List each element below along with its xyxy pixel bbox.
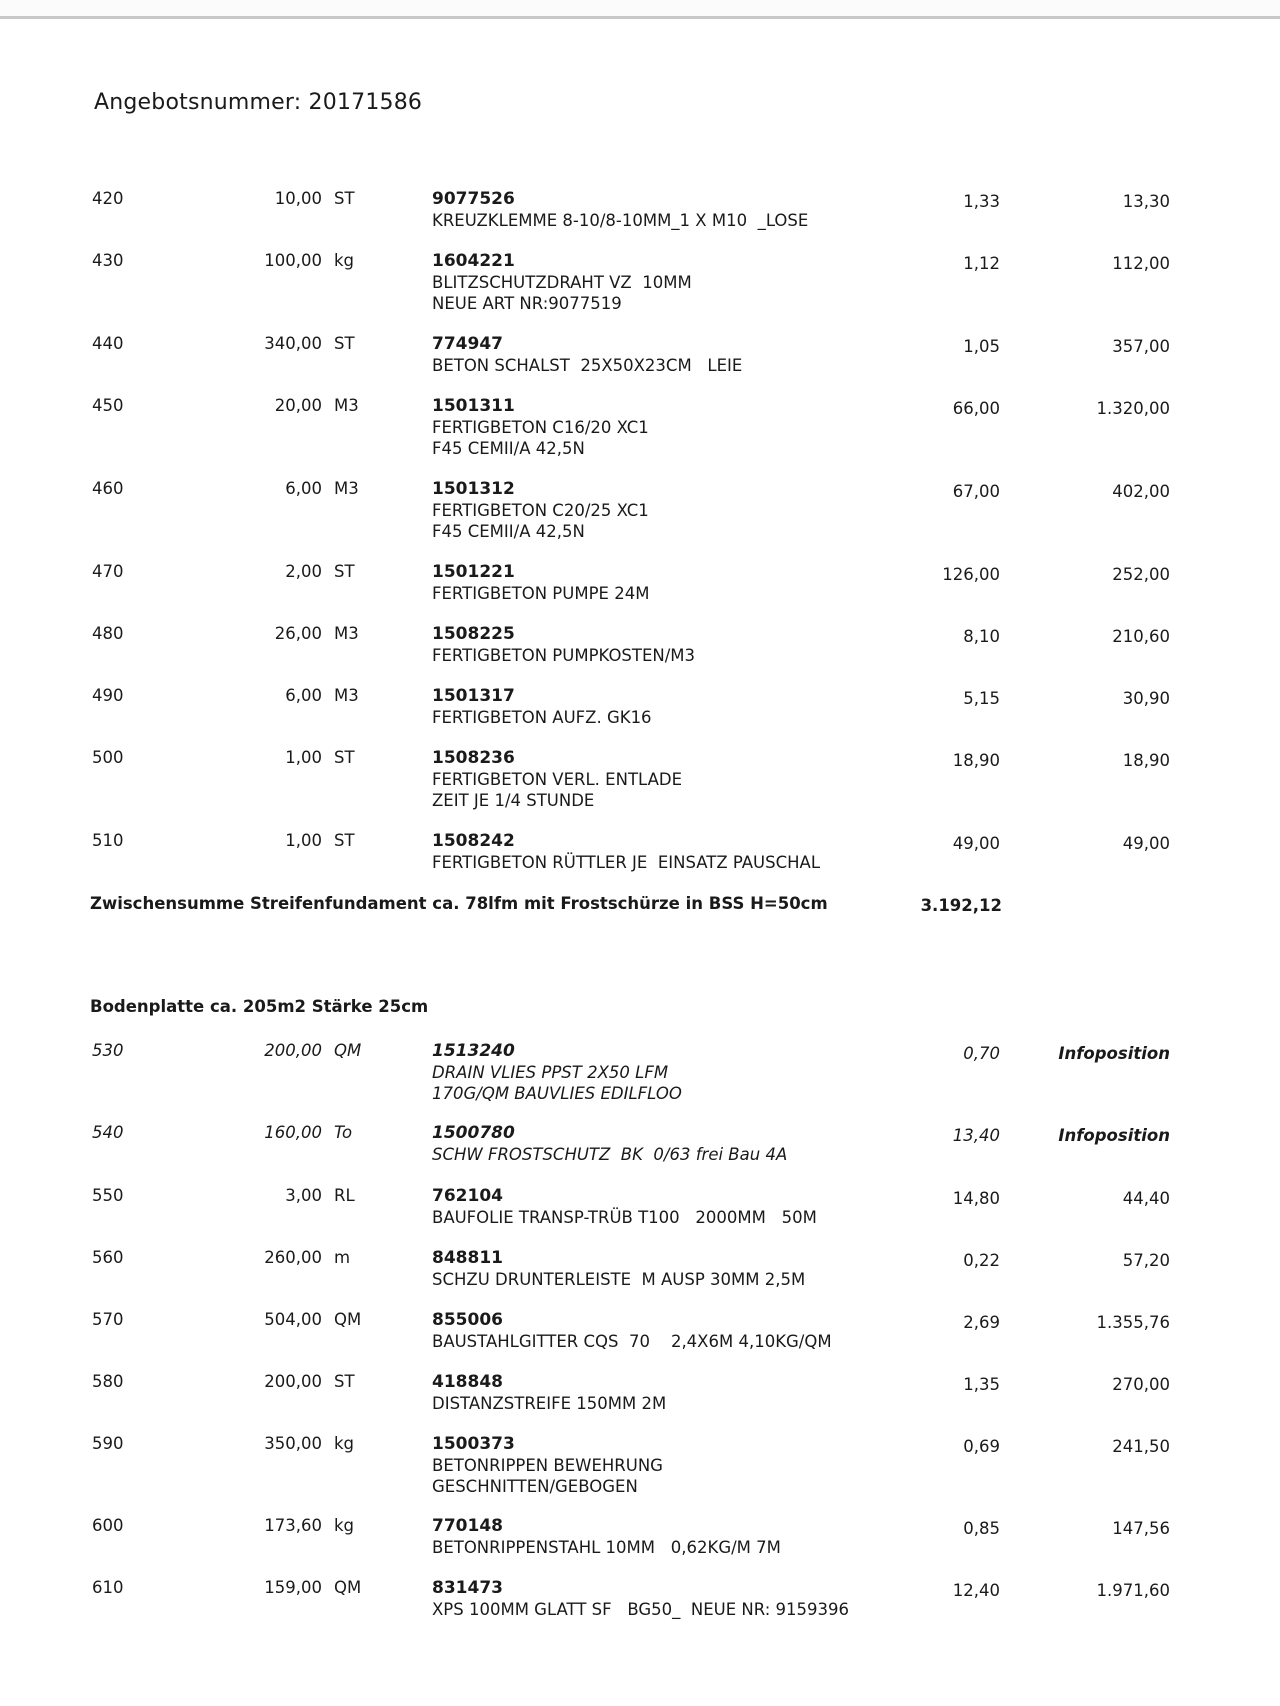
description	[432, 831, 820, 873]
unit: kg	[334, 1434, 355, 1453]
unit: M3	[334, 479, 359, 498]
description	[432, 748, 682, 811]
unit: To	[334, 1123, 353, 1142]
line-total: 13,30	[1122, 192, 1170, 211]
unit-price: 0,22	[963, 1251, 1000, 1270]
unit-price: 5,15	[963, 689, 1000, 708]
description	[432, 1041, 682, 1104]
article-number: 1501311	[432, 396, 515, 416]
unit: QM	[334, 1041, 362, 1060]
line-total: 241,50	[1112, 1437, 1170, 1456]
quantity: 26,00	[274, 624, 322, 643]
position-number: 590	[92, 1434, 124, 1453]
unit-price: 2,69	[963, 1313, 1000, 1332]
position-number: 610	[92, 1578, 124, 1597]
unit-price: 12,40	[952, 1581, 1000, 1600]
position-number: 580	[92, 1372, 124, 1391]
position-number: 550	[92, 1186, 124, 1205]
description-line: F45 CEMII/A 42,5N	[432, 522, 585, 541]
unit: kg	[334, 251, 355, 270]
article-number: 1508236	[432, 748, 515, 768]
position-number: 600	[92, 1516, 124, 1535]
description	[432, 624, 695, 666]
description-line: SCHZU DRUNTERLEISTE M AUSP 30MM 2,5M	[432, 1270, 806, 1289]
unit: M3	[334, 686, 359, 705]
article-number: 770148	[432, 1516, 503, 1536]
description-line: FERTIGBETON C16/20 XC1	[432, 418, 649, 437]
description-line: NEUE ART NR:9077519	[432, 294, 622, 313]
position-number: 460	[92, 479, 124, 498]
article-number: 762104	[432, 1186, 503, 1206]
position-number: 450	[92, 396, 124, 415]
quantity: 159,00	[264, 1578, 322, 1597]
article-number: 1501312	[432, 479, 515, 499]
article-number: 831473	[432, 1578, 503, 1598]
line-total: Infoposition	[1058, 1126, 1170, 1145]
quantity: 6,00	[285, 686, 322, 705]
unit: ST	[334, 562, 355, 581]
description	[432, 189, 808, 231]
description-line: ZEIT JE 1/4 STUNDE	[432, 791, 595, 810]
unit: ST	[334, 334, 355, 353]
position-number: 420	[92, 189, 124, 208]
quantity: 20,00	[274, 396, 322, 415]
quantity: 350,00	[264, 1434, 322, 1453]
description	[432, 1578, 849, 1620]
line-total: 270,00	[1112, 1375, 1170, 1394]
line-total: 112,00	[1112, 254, 1170, 273]
description	[432, 251, 692, 314]
line-total: 1.320,00	[1096, 399, 1170, 418]
unit-price: 67,00	[952, 482, 1000, 501]
line-total: 49,00	[1122, 834, 1170, 853]
line-total: 1.971,60	[1096, 1581, 1170, 1600]
description	[432, 396, 649, 459]
unit: RL	[334, 1186, 355, 1205]
description	[432, 562, 649, 604]
line-total: 210,60	[1112, 627, 1170, 646]
line-total: 44,40	[1122, 1189, 1170, 1208]
position-number: 540	[92, 1123, 124, 1142]
article-number: 9077526	[432, 189, 515, 209]
description	[432, 1434, 663, 1497]
line-total: 252,00	[1112, 565, 1170, 584]
position-number: 560	[92, 1248, 124, 1267]
top-border	[0, 0, 1280, 19]
description-line: BETON SCHALST 25X50X23CM LEIE	[432, 356, 743, 375]
position-number: 510	[92, 831, 124, 850]
article-number: 1508242	[432, 831, 515, 851]
unit: ST	[334, 748, 355, 767]
article-number: 1501317	[432, 686, 515, 706]
section-heading: Bodenplatte ca. 205m2 Stärke 25cm	[90, 997, 429, 1016]
article-number: 418848	[432, 1372, 503, 1392]
article-number: 848811	[432, 1248, 503, 1268]
description	[432, 686, 652, 728]
quantity: 10,00	[274, 189, 322, 208]
line-total: 57,20	[1122, 1251, 1170, 1270]
description-line: DISTANZSTREIFE 150MM 2M	[432, 1394, 667, 1413]
position-number: 480	[92, 624, 124, 643]
description	[432, 1186, 817, 1228]
article-number: 1513240	[432, 1041, 515, 1061]
unit-price: 13,40	[952, 1126, 1000, 1145]
description	[432, 479, 649, 542]
description-line: BAUFOLIE TRANSP-TRÜB T100 2000MM 50M	[432, 1208, 817, 1227]
unit-price: 0,69	[963, 1437, 1000, 1456]
description	[432, 1123, 787, 1165]
article-number: 774947	[432, 334, 503, 354]
unit-price: 8,10	[963, 627, 1000, 646]
unit: QM	[334, 1310, 362, 1329]
quantity: 100,00	[264, 251, 322, 270]
line-total: 18,90	[1122, 751, 1170, 770]
unit-price: 49,00	[952, 834, 1000, 853]
description-line: FERTIGBETON PUMPE 24M	[432, 584, 650, 603]
quantity: 1,00	[285, 748, 322, 767]
quantity: 3,00	[285, 1186, 322, 1205]
quantity: 160,00	[264, 1123, 322, 1142]
line-total: 30,90	[1122, 689, 1170, 708]
description-line: FERTIGBETON C20/25 XC1	[432, 501, 649, 520]
article-number: 1501221	[432, 562, 515, 582]
quantity: 504,00	[264, 1310, 322, 1329]
description-line: FERTIGBETON PUMPKOSTEN/M3	[432, 646, 696, 665]
description-line: KREUZKLEMME 8-10/8-10MM_1 X M10 _LOSE	[432, 211, 809, 230]
line-total: 147,56	[1112, 1519, 1170, 1538]
description-line: FERTIGBETON VERL. ENTLADE	[432, 770, 683, 789]
unit: QM	[334, 1578, 362, 1597]
position-number: 490	[92, 686, 124, 705]
quantity: 173,60	[264, 1516, 322, 1535]
quantity: 200,00	[264, 1372, 322, 1391]
unit-price: 14,80	[952, 1189, 1000, 1208]
position-number: 470	[92, 562, 124, 581]
subtotal-value: 3.192,12	[920, 896, 1002, 915]
quantity: 2,00	[285, 562, 322, 581]
line-total: Infoposition	[1058, 1044, 1170, 1063]
unit-price: 66,00	[952, 399, 1000, 418]
description-line: GESCHNITTEN/GEBOGEN	[432, 1477, 638, 1496]
description-line: FERTIGBETON RÜTTLER JE EINSATZ PAUSCHAL	[432, 853, 821, 872]
description-line: 170G/QM BAUVLIES EDILFLOO	[432, 1084, 682, 1103]
line-total: 357,00	[1112, 337, 1170, 356]
description-line: BLITZSCHUTZDRAHT VZ 10MM	[432, 273, 692, 292]
article-number: 1500373	[432, 1434, 515, 1454]
quantity: 340,00	[264, 334, 322, 353]
description	[432, 1372, 666, 1414]
unit: ST	[334, 831, 355, 850]
position-number: 570	[92, 1310, 124, 1329]
line-total: 1.355,76	[1096, 1313, 1170, 1332]
description	[432, 334, 742, 376]
unit: M3	[334, 396, 359, 415]
unit: m	[334, 1248, 351, 1267]
quantity: 6,00	[285, 479, 322, 498]
description-line: DRAIN VLIES PPST 2X50 LFM	[432, 1063, 669, 1082]
description-line: SCHW FROSTSCHUTZ BK 0/63 frei Bau 4A	[432, 1145, 788, 1164]
article-number: 1604221	[432, 251, 515, 271]
article-number: 855006	[432, 1310, 503, 1330]
unit-price: 1,35	[963, 1375, 1000, 1394]
position-number: 500	[92, 748, 124, 767]
position-number: 440	[92, 334, 124, 353]
description-line: XPS 100MM GLATT SF BG50_ NEUE NR: 9159396	[432, 1600, 850, 1619]
description-line: BAUSTAHLGITTER CQS 70 2,4X6M 4,10KG/QM	[432, 1332, 832, 1351]
line-total: 402,00	[1112, 482, 1170, 501]
article-number: 1500780	[432, 1123, 515, 1143]
description	[432, 1310, 832, 1352]
offer-number: Angebotsnummer: 20171586	[94, 90, 423, 115]
subtotal-label: Zwischensumme Streifenfundament ca. 78lfm mit Frostschürze in BSS H=50cm	[90, 894, 828, 913]
unit: kg	[334, 1516, 355, 1535]
description-line: BETONRIPPEN BEWEHRUNG	[432, 1456, 663, 1475]
position-number: 430	[92, 251, 124, 270]
unit-price: 1,33	[963, 192, 1000, 211]
unit: ST	[334, 189, 355, 208]
unit-price: 1,12	[963, 254, 1000, 273]
unit-price: 0,85	[963, 1519, 1000, 1538]
unit: M3	[334, 624, 359, 643]
description-line: F45 CEMII/A 42,5N	[432, 439, 585, 458]
description	[432, 1516, 781, 1558]
unit-price: 126,00	[942, 565, 1000, 584]
article-number: 1508225	[432, 624, 515, 644]
quantity: 200,00	[264, 1041, 322, 1060]
position-number: 530	[92, 1041, 124, 1060]
description-line: BETONRIPPENSTAHL 10MM 0,62KG/M 7M	[432, 1538, 781, 1557]
description-line: FERTIGBETON AUFZ. GK16	[432, 708, 652, 727]
unit: ST	[334, 1372, 355, 1391]
description	[432, 1248, 805, 1290]
unit-price: 0,70	[963, 1044, 1000, 1063]
unit-price: 1,05	[963, 337, 1000, 356]
unit-price: 18,90	[952, 751, 1000, 770]
quantity: 1,00	[285, 831, 322, 850]
quantity: 260,00	[264, 1248, 322, 1267]
